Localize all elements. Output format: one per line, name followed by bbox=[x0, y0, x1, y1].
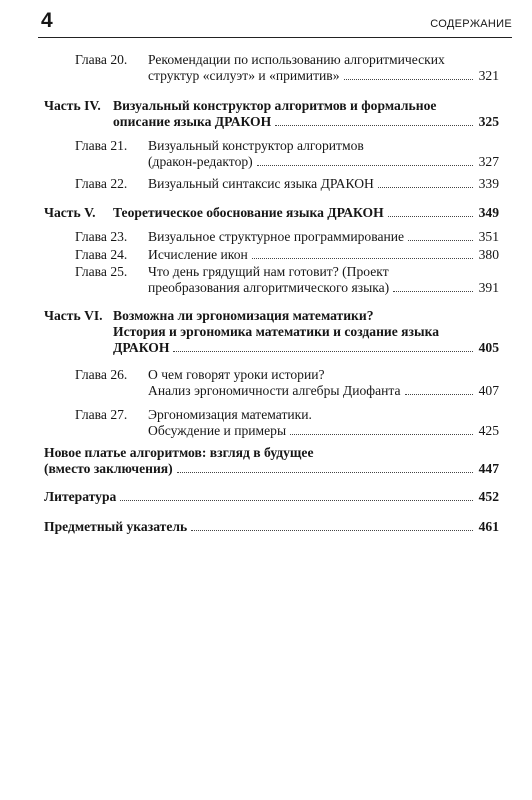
toc-dot-leader bbox=[408, 240, 473, 241]
toc-title-line: Анализ эргономичности алгебры Диофанта bbox=[148, 383, 401, 398]
toc-title-line: структур «силуэт» и «примитив» bbox=[148, 68, 340, 83]
toc-title-line: описание языка ДРАКОН bbox=[113, 114, 272, 129]
toc-part-number: Часть V. bbox=[44, 205, 96, 220]
toc-part-entry bbox=[0, 98, 532, 132]
toc-title-line: Визуальный синтаксис языка ДРАКОН bbox=[148, 176, 374, 191]
toc-part-entry bbox=[0, 308, 532, 358]
toc-chapter-entry bbox=[0, 247, 532, 265]
toc-title-line: ДРАКОН bbox=[113, 340, 170, 355]
toc-title-line: О чем говорят уроки истории? bbox=[148, 367, 325, 382]
toc-dot-leader bbox=[191, 530, 473, 531]
toc-chapter-number: Глава 27. bbox=[75, 407, 128, 422]
toc-title-line: Возможна ли эргономизация математики? bbox=[113, 308, 374, 323]
running-header-title: СОДЕРЖАНИЕ bbox=[430, 18, 512, 30]
toc-dot-leader bbox=[393, 291, 473, 292]
toc-page-number: 380 bbox=[478, 247, 499, 262]
toc-page-number: 461 bbox=[478, 519, 499, 534]
toc-chapter-entry bbox=[0, 176, 532, 194]
toc-chapter-number: Глава 24. bbox=[75, 247, 128, 262]
toc-chapter-number: Глава 26. bbox=[75, 367, 128, 382]
toc-dot-leader bbox=[252, 258, 473, 259]
toc-title-line: Эргономизация математики. bbox=[148, 407, 312, 422]
toc-page-number: 405 bbox=[478, 340, 499, 355]
toc-chapter-entry bbox=[0, 264, 532, 298]
toc-chapter-entry bbox=[0, 367, 532, 401]
toc-page-number: 425 bbox=[478, 423, 499, 438]
toc-chapter-entry bbox=[0, 229, 532, 247]
toc-page-number: 325 bbox=[478, 114, 499, 129]
toc-chapter-entry bbox=[0, 407, 532, 441]
toc-title-line: Новое платье алгоритмов: взгляд в будущее bbox=[44, 445, 314, 460]
toc-page-number: 321 bbox=[478, 68, 499, 83]
toc-page-number: 391 bbox=[478, 280, 499, 295]
toc-dot-leader bbox=[173, 351, 473, 352]
toc-title-line: Исчисление икон bbox=[148, 247, 248, 262]
toc-chapter-number: Глава 25. bbox=[75, 264, 128, 279]
toc-page-number: 407 bbox=[478, 383, 499, 398]
toc-dot-leader bbox=[405, 394, 473, 395]
toc-part-entry bbox=[0, 445, 532, 479]
toc-part-number: Часть IV. bbox=[44, 98, 101, 113]
toc-dot-leader bbox=[344, 79, 473, 80]
toc-dot-leader bbox=[177, 472, 473, 473]
toc-title-line: Теоретическое обоснование языка ДРАКОН bbox=[113, 205, 384, 220]
toc-part-entry bbox=[0, 489, 532, 507]
toc-title-line: Визуальный конструктор алгоритмов и формальное bbox=[113, 98, 437, 113]
toc-page-number: 351 bbox=[478, 229, 499, 244]
toc-dot-leader bbox=[120, 500, 473, 501]
toc-chapter-number: Глава 21. bbox=[75, 138, 128, 153]
toc-title-line: Рекомендации по использованию алгоритмических bbox=[148, 52, 445, 67]
toc-title-line: Визуальный конструктор алгоритмов bbox=[148, 138, 364, 153]
page-number: 4 bbox=[41, 9, 53, 32]
toc-chapter-number: Глава 22. bbox=[75, 176, 128, 191]
toc-dot-leader bbox=[275, 125, 473, 126]
toc-page-number: 452 bbox=[478, 489, 499, 504]
toc-title-line: (вместо заключения) bbox=[44, 461, 173, 476]
toc-title-line: Литература bbox=[44, 489, 117, 504]
toc-title-line: Что день грядущий нам готовит? (Проект bbox=[148, 264, 389, 279]
toc-page-number: 327 bbox=[478, 154, 499, 169]
toc-dot-leader bbox=[257, 165, 473, 166]
toc-page-number: 339 bbox=[478, 176, 499, 191]
toc-page-number: 447 bbox=[478, 461, 499, 476]
toc-dot-leader bbox=[388, 216, 473, 217]
toc-chapter-number: Глава 23. bbox=[75, 229, 128, 244]
header-rule bbox=[38, 37, 512, 38]
toc-title-line: Предметный указатель bbox=[44, 519, 188, 534]
toc-part-entry bbox=[0, 205, 532, 223]
toc-page-number: 349 bbox=[478, 205, 499, 220]
toc-title-line: Визуальное структурное программирование bbox=[148, 229, 405, 244]
toc-chapter-number: Глава 20. bbox=[75, 52, 128, 67]
toc-title-line: (дракон-редактор) bbox=[148, 154, 253, 169]
toc-dot-leader bbox=[378, 187, 473, 188]
toc-chapter-entry bbox=[0, 52, 532, 86]
toc-dot-leader bbox=[290, 434, 473, 435]
toc-title-line: Обсуждение и примеры bbox=[148, 423, 287, 438]
toc-chapter-entry bbox=[0, 138, 532, 172]
toc-part-number: Часть VI. bbox=[44, 308, 103, 323]
toc-title-line: преобразования алгоритмического языка) bbox=[148, 280, 390, 295]
toc-part-entry bbox=[0, 519, 532, 537]
toc-title-line: История и эргономика математики и создание языка bbox=[113, 324, 440, 339]
